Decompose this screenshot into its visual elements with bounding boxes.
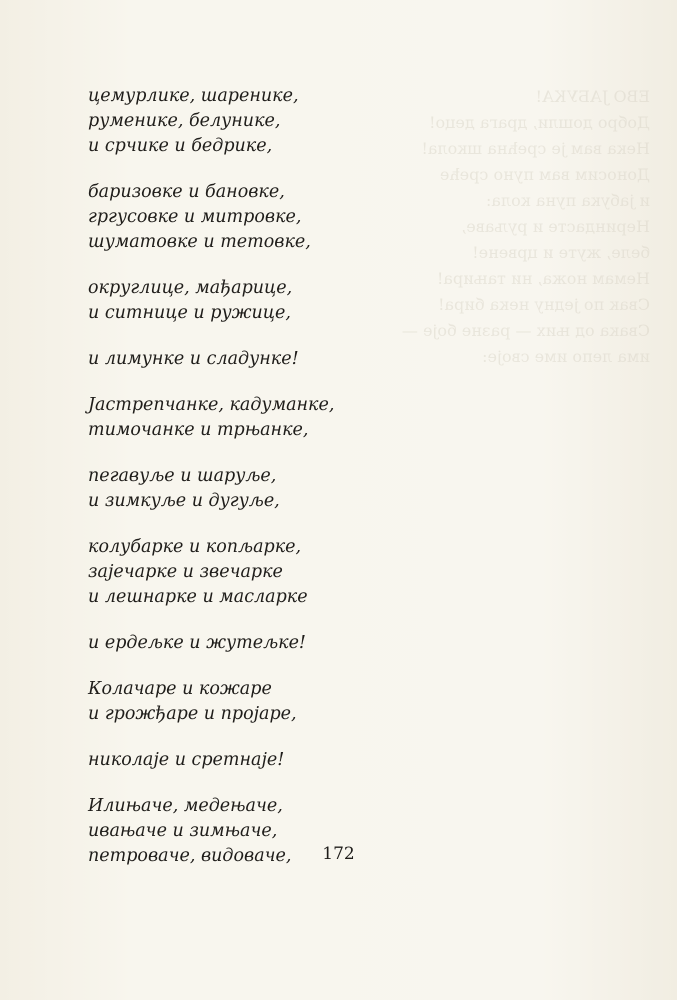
poem-line: колубарке и копљарке, <box>88 537 302 557</box>
poem-line: округлице, мађарице, <box>88 278 293 298</box>
stanza <box>88 393 408 443</box>
poem-line: и лешнарке и масларке <box>88 587 308 607</box>
poem-text <box>88 84 408 890</box>
stanza <box>88 535 408 610</box>
stanza <box>88 84 408 159</box>
stanza <box>88 180 408 255</box>
page-number: 172 <box>322 844 355 864</box>
poem-line: руменике, белунике, <box>88 111 281 131</box>
poem-line: и ердељке и жутељке! <box>88 633 306 653</box>
bleed-through-text: ЕВО ЈАБУКА! Добро дошли, драга децо! Нека вам је срећна школа! Доносим вам пуно среће и јабука пуна кола: Нериндасте и руљаве, беле, жуте и црвене! Немам ножа, ни тањира! Свак по једну нека бира! Свака од њих — разне боје — има лепо име своје: <box>401 87 650 366</box>
stanza <box>88 677 408 727</box>
stanza <box>88 347 408 372</box>
stanza <box>88 631 408 656</box>
stanza <box>88 276 408 326</box>
poem-line: и лимунке и сладунке! <box>88 349 299 369</box>
poem-line: шуматовке и тетовке, <box>88 232 311 252</box>
stanza <box>88 748 408 773</box>
poem-line: зајечарке и звечарке <box>88 562 283 582</box>
poem-line: цемурлике, шаренике, <box>88 86 299 106</box>
poem-line: Јастрепчанке, кадуманке, <box>88 395 335 415</box>
poem-line: баризовке и бановке, <box>88 182 285 202</box>
poem-line: гргусовке и митровке, <box>88 207 302 227</box>
poem-line: и зимкуље и дугуље, <box>88 491 280 511</box>
poem-line: петроваче, видоваче, <box>88 846 292 866</box>
stanza <box>88 464 408 514</box>
poem-line: Илињаче, медењаче, <box>88 796 283 816</box>
poem-line: Колачаре и кожаре <box>88 679 272 699</box>
poem-line: пегавуље и шаруље, <box>88 466 277 486</box>
poem-line: ивањаче и зимњаче, <box>88 821 278 841</box>
poem-line: и грожђаре и пројаре, <box>88 704 297 724</box>
poem-line: николаје и сретнаје! <box>88 750 285 770</box>
poem-line: тимочанке и трњанке, <box>88 420 309 440</box>
poem-line: и срчике и бедрике, <box>88 136 273 156</box>
poem-line: и ситнице и ружице, <box>88 303 291 323</box>
